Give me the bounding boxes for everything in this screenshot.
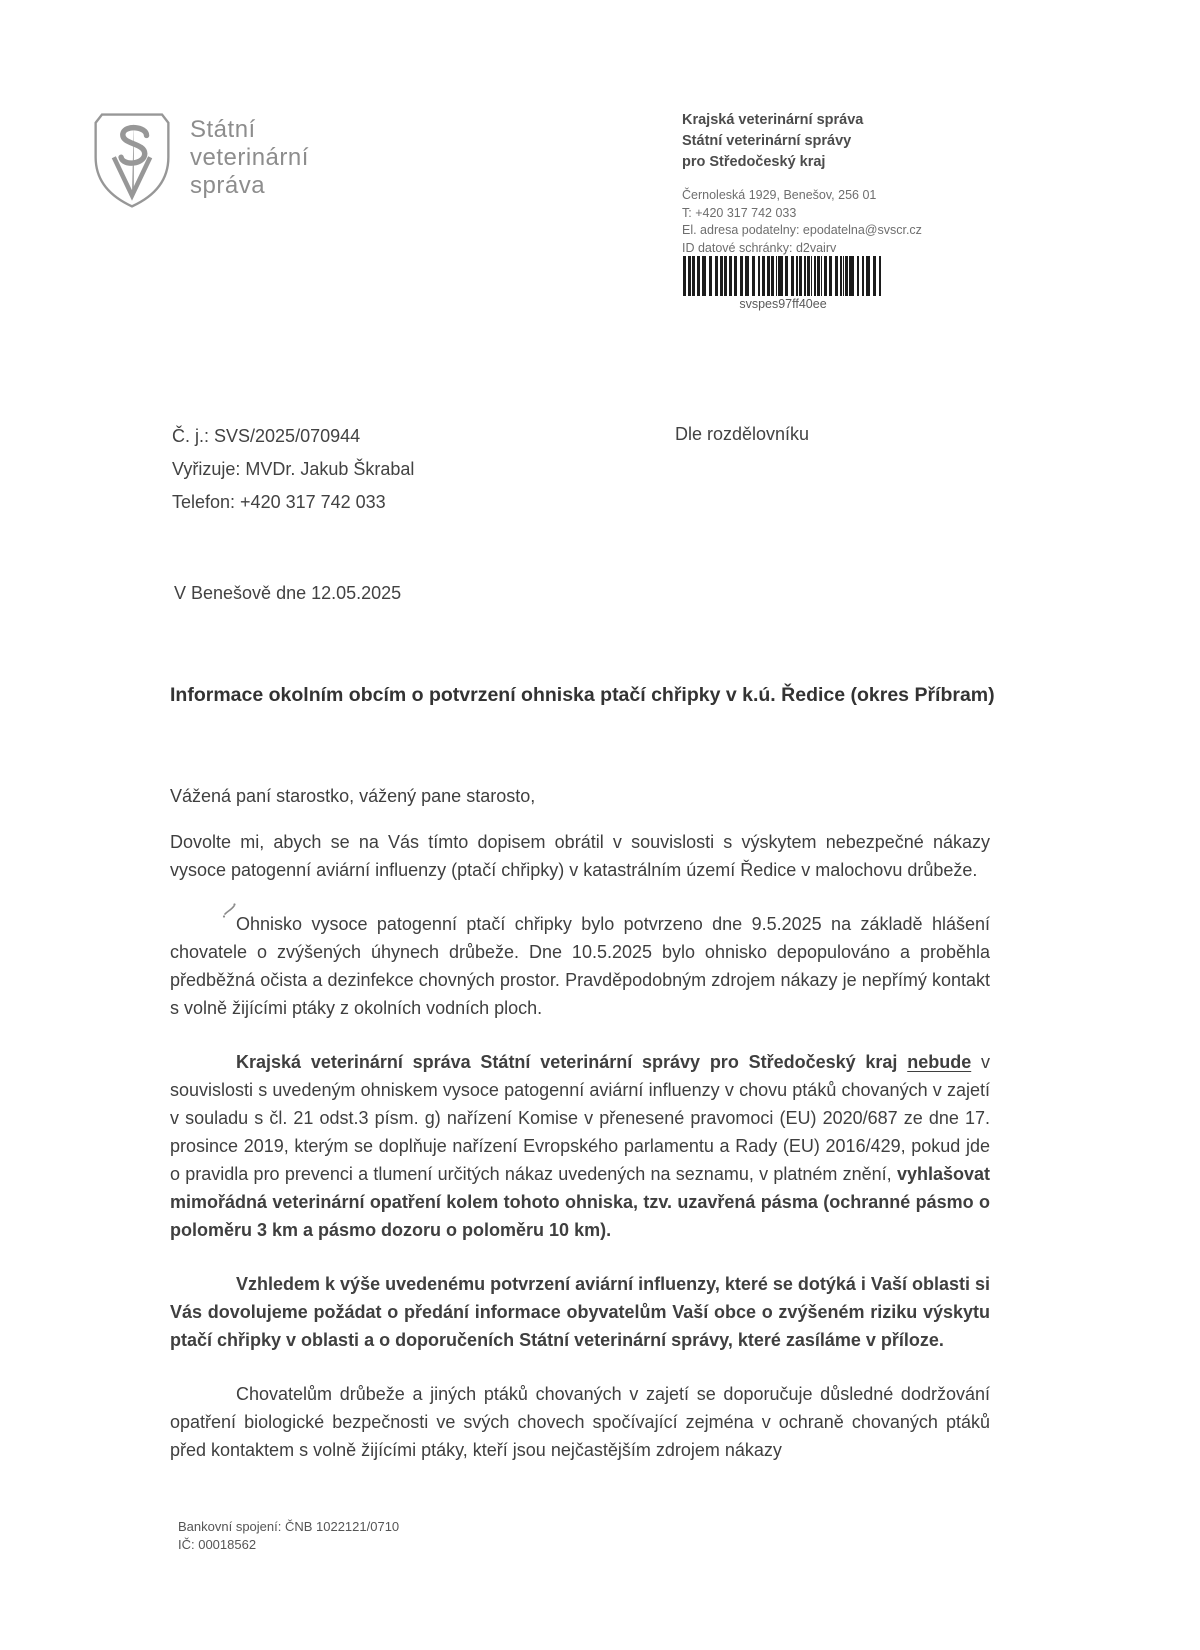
date-line: V Benešově dne 12.05.2025 [174, 583, 402, 603]
sender-org-line2: Státní veterinární správy [682, 133, 852, 149]
paragraph-3-bold-lead: Krajská veterinární správa Státní veterinární správy pro Středočeský kraj [236, 1052, 908, 1072]
footer-bank: Bankovní spojení: ČNB 1022121/0710 [178, 1519, 400, 1534]
barcode [683, 256, 883, 296]
paragraph-2: Ohnisko vysoce patogenní ptačí chřipky bylo potvrzeno dne 9.5.2025 na základě hlášení chovatele o zvýšených úhynech drůbeže. Dne 10.5.2025 bylo ohnisko depopulováno a proběhla předběžná očista a dezinfekce chovných prostor. Pravděpodobným zdrojem nákazy je nepřímý kontakt s volně žijícími ptáky z okolních vodních ploch. [170, 914, 990, 1018]
logo-word-line2: veterinární [190, 144, 309, 171]
sender-block [682, 110, 1022, 257]
paragraph-4: Vzhledem k výše uvedenému potvrzení aviární influenzy, které se dotýká i Vaší oblasti si Vás dovolujeme požádat o předání informace obyvatelům Vaší obce o zvýšeném riziku výskytu ptačí chřipky v oblasti a o doporučeních Státní veterinární správy, které zasíláme v příloze. [170, 1274, 990, 1350]
svs-logo-shield-icon [86, 110, 178, 210]
handler-name: Vyřizuje: MVDr. Jakub Škrabal [172, 459, 415, 479]
paragraph-5: Chovatelům drůbeže a jiných ptáků chovaných v zajetí se doporučuje důsledné dodržování opatření biologické bezpečnosti ve svých chovech spočívající zejména v ochraně chovaných ptáků před kontaktem s volně žijícími ptáky, kteří jsou nejčastějším zdrojem nákazy [170, 1384, 990, 1460]
logo-word-line3: správa [190, 172, 266, 199]
barcode-block [683, 256, 883, 311]
sender-address: Černoleská 1929, Benešov, 256 01 [682, 188, 877, 202]
sender-org-line1: Krajská veterinární správa [682, 112, 864, 128]
footer-company-id: IČ: 00018562 [178, 1537, 257, 1552]
footer-block [178, 1518, 399, 1554]
reference-block [172, 420, 414, 519]
distribution-note: Dle rozdělovníku [675, 424, 810, 444]
handler-phone: Telefon: +420 317 742 033 [172, 492, 386, 512]
sender-phone: T: +420 317 742 033 [682, 205, 797, 220]
logo-word-line1: Státní [190, 116, 256, 143]
subject-heading: Informace okolním obcím o potvrzení ohniska ptačí chřipky v k.ú. Ředice (okres Příbram) [170, 684, 995, 706]
sender-org-line3: pro Středočeský kraj [682, 154, 826, 170]
paragraph-3-bold-tail: vyhlašovat mimořádná veterinární opatření kolem tohoto ohniska, tzv. uzavřená pásma (ochranné pásmo o poloměru 3 km a pásmo dozoru o poloměru 10 km). [170, 1164, 990, 1240]
sender-email: El. adresa podatelny: epodatelna@svscr.cz [682, 223, 922, 237]
file-number: Č. j.: SVS/2025/070944 [172, 426, 361, 446]
salutation: Vážená paní starostko, vážený pane starosto, [170, 786, 536, 806]
logo-wordmark [190, 116, 309, 200]
letter-body [170, 782, 990, 1490]
paragraph-3 [170, 1048, 990, 1244]
paragraph-3-underlined-word: nebude [907, 1052, 972, 1072]
paragraph-3-regular: v souvislosti s uvedeným ohniskem vysoce patogenní aviární influenzy v chovu ptáků chovaných v zajetí v souladu s čl. 21 odst.3 písm. g) nařízení Komise v přenesené pravomoci (EU) 2020/687 ze dne 17. prosince 2019, kterým se doplňuje nařízení Evropského parlamentu a Rady (EU) 2016/429, pokud jde o pravidla pro prevenci a tlumení určitých nákaz uvedených na seznamu, v platném znění, [170, 1052, 990, 1184]
barcode-label: svspes97ff40ee [739, 297, 827, 311]
paragraph-1: Dovolte mi, abych se na Vás tímto dopisem obrátil v souvislosti s výskytem nebezpečné nákazy vysoce patogenní aviární influenzy (ptačí chřipky) v katastrálním území Ředice v malochovu drůbeže. [170, 832, 990, 880]
sender-databox: ID datové schránky: d2vairv [682, 240, 837, 255]
